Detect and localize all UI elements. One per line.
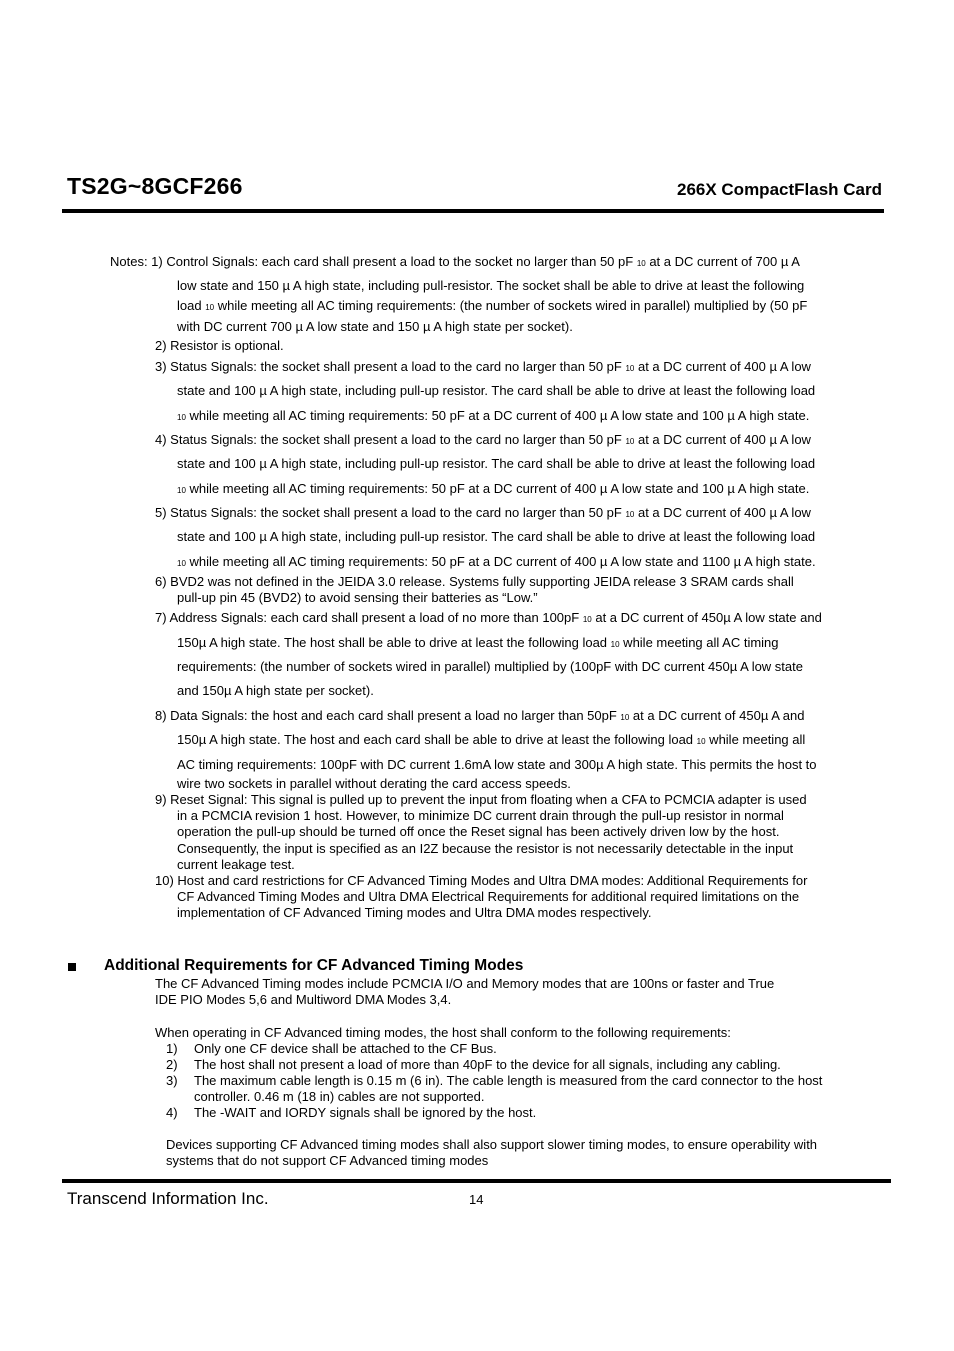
note-line: implementation of CF Advanced Timing modes and Ultra DMA modes respectively. bbox=[177, 905, 652, 920]
note-line: 10 while meeting all AC timing requirements: 50 pF at a DC current of 400 µ A low state and 100 µ A high state. bbox=[177, 481, 810, 496]
note-line: 5) Status Signals: the socket shall present a load to the card no larger than 50 pF 10 at a DC current of 400 µ A low bbox=[155, 505, 811, 520]
footnote-ref: 10 bbox=[177, 413, 186, 422]
note-line: 10 while meeting all AC timing requirements: 50 pF at a DC current of 400 µ A low state and 1100 µ A high state. bbox=[177, 554, 816, 569]
note-line: wire two sockets in parallel without derating the card access speeds. bbox=[177, 776, 571, 791]
intro-line: The CF Advanced Timing modes include PCMCIA I/O and Memory modes that are 100ns or faster and True bbox=[155, 976, 775, 991]
footnote-ref: 10 bbox=[636, 259, 646, 268]
intro-line: IDE PIO Modes 5,6 and Multiword DMA Modes 3,4. bbox=[155, 992, 452, 1007]
footer-company: Transcend Information Inc. bbox=[67, 1189, 269, 1208]
note-line: 3) Status Signals: the socket shall present a load to the card no larger than 50 pF 10 at a DC current of 400 µ A low bbox=[155, 359, 811, 374]
note-line: Consequently, the input is specified as an I2Z because the resistor is not necessarily detectable in the input bbox=[177, 841, 794, 856]
note-line: 2) Resistor is optional. bbox=[155, 338, 284, 353]
note-line: requirements: (the number of sockets wired in parallel) multiplied by (100pF with DC current 450µ A low state bbox=[177, 659, 803, 674]
note-line: 9) Reset Signal: This signal is pulled up to prevent the input from floating when a CFA to PCMCIA adapter is used bbox=[155, 792, 807, 807]
note-line: 150µ A high state. The host and each card shall be able to drive at least the following load 10 while meeting all bbox=[177, 732, 806, 747]
requirement-number: 2) bbox=[166, 1057, 178, 1072]
header-rule bbox=[62, 209, 884, 213]
document-subtitle: 266X CompactFlash Card bbox=[676, 180, 882, 199]
requirement-line: The maximum cable length is 0.15 m (6 in). The cable length is measured from the card connector to the host bbox=[194, 1073, 823, 1088]
note-line: and 150µ A high state per socket). bbox=[177, 683, 374, 698]
footnote-ref: 10 bbox=[620, 713, 630, 722]
note-line: 7) Address Signals: each card shall present a load of no more than 100pF 10 at a DC current of 450µ A low state and bbox=[155, 610, 822, 625]
footnote-ref: 10 bbox=[177, 559, 186, 568]
note-line: state and 100 µ A high state, including pull-up resistor. The card shall be able to drive at least the following load bbox=[177, 529, 816, 544]
note-line: state and 100 µ A high state, including pull-up resistor. The card shall be able to drive at least the following load bbox=[177, 383, 816, 398]
note-line: pull-up pin 45 (BVD2) to avoid sensing their batteries as “Low.” bbox=[177, 590, 538, 605]
note-line: state and 100 µ A high state, including pull-up resistor. The card shall be able to drive at least the following load bbox=[177, 456, 816, 471]
footnote-ref: 10 bbox=[205, 303, 215, 312]
note-line: 10 while meeting all AC timing requirements: 50 pF at a DC current of 400 µ A low state and 100 µ A high state. bbox=[177, 408, 810, 423]
section-heading: Additional Requirements for CF Advanced Timing Modes bbox=[104, 957, 524, 974]
note-line: 4) Status Signals: the socket shall present a load to the card no larger than 50 pF 10 at a DC current of 400 µ A low bbox=[155, 432, 811, 447]
requirement-line: controller. 0.46 m (18 in) cables are not supported. bbox=[194, 1089, 485, 1104]
footnote-ref: 10 bbox=[625, 364, 635, 373]
requirement-line: Only one CF device shall be attached to the CF Bus. bbox=[194, 1041, 497, 1056]
note-line: load 10 while meeting all AC timing requirements: (the number of sockets wired in parallel) multiplied by (50 pF bbox=[177, 298, 808, 313]
footnote-ref: 10 bbox=[696, 737, 706, 746]
requirement-number: 4) bbox=[166, 1105, 178, 1120]
note-line: current leakage test. bbox=[177, 857, 295, 872]
bullet-square-icon bbox=[68, 963, 76, 971]
closing-line: systems that do not support CF Advanced timing modes bbox=[166, 1153, 489, 1168]
note-line: 10) Host and card restrictions for CF Advanced Timing Modes and Ultra DMA modes: Additional Requirements for bbox=[155, 873, 808, 888]
footnote-ref: 10 bbox=[177, 486, 186, 495]
requirement-line: The -WAIT and IORDY signals shall be ignored by the host. bbox=[194, 1105, 537, 1120]
note-line: Notes: 1) Control Signals: each card shall present a load to the socket no larger than 50 pF 10 at a DC current of 700 µ A bbox=[110, 254, 800, 269]
note-line: 8) Data Signals: the host and each card shall present a load no larger than 50pF 10 at a DC current of 450µ A and bbox=[155, 708, 805, 723]
requirement-number: 3) bbox=[166, 1073, 178, 1088]
footnote-ref: 10 bbox=[625, 437, 635, 446]
page-number: 14 bbox=[469, 1192, 484, 1207]
note-line: 150µ A high state. The host shall be able to drive at least the following load 10 while meeting all AC timing bbox=[177, 635, 779, 650]
footnote-ref: 10 bbox=[625, 510, 635, 519]
requirement-line: The host shall not present a load of more than 40pF to the device for all signals, including any cabling. bbox=[194, 1057, 781, 1072]
note-line: low state and 150 µ A high state, including pull-resistor. The socket shall be able to drive at least the following bbox=[177, 278, 805, 293]
conform-line: When operating in CF Advanced timing modes, the host shall conform to the following requirements: bbox=[155, 1025, 731, 1040]
note-line: operation the pull-up should be turned off once the Reset signal has been actively driven low by the host. bbox=[177, 824, 780, 839]
footnote-ref: 10 bbox=[610, 640, 620, 649]
note-line: AC timing requirements: 100pF with DC current 1.6mA low state and 300µ A high state. This permits the host to bbox=[177, 757, 817, 772]
footnote-ref: 10 bbox=[582, 615, 592, 624]
note-line: in a PCMCIA revision 1 host. However, to minimize DC current drain through the pull-up resistor in normal bbox=[177, 808, 784, 823]
footer-rule bbox=[62, 1179, 891, 1183]
closing-line: Devices supporting CF Advanced timing modes shall also support slower timing modes, to ensure operability with bbox=[166, 1137, 818, 1152]
requirement-number: 1) bbox=[166, 1041, 178, 1056]
note-line: 6) BVD2 was not defined in the JEIDA 3.0 release. Systems fully supporting JEIDA release 3 SRAM cards shall bbox=[155, 574, 794, 589]
note-line: with DC current 700 µ A low state and 150 µ A high state per socket). bbox=[177, 319, 573, 334]
note-line: CF Advanced Timing Modes and Ultra DMA Electrical Requirements for additional required limitations on the bbox=[177, 889, 800, 904]
document-title: TS2G~8GCF266 bbox=[67, 173, 243, 199]
